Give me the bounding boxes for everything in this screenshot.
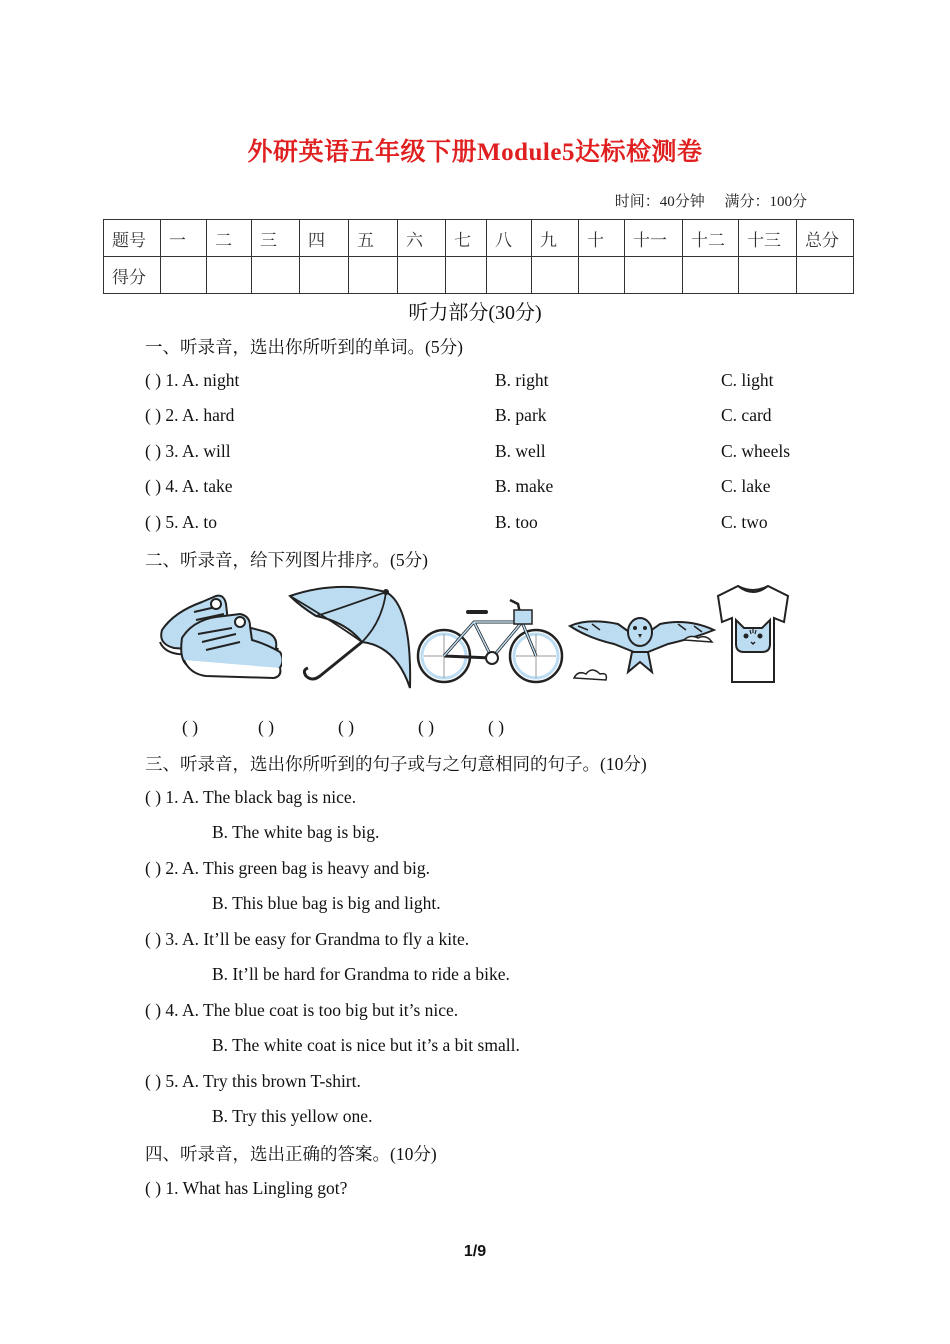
page-title: 外研英语五年级下册Module5达标检测卷 xyxy=(247,139,703,166)
score-cell: 六 xyxy=(398,220,446,257)
q3-item-3: ( ) 3. A. It’ll be easy for Grandma to fly a kite. xyxy=(145,929,470,949)
score-input-cell[interactable] xyxy=(446,257,487,294)
score-cell: 九 xyxy=(532,220,579,257)
q3-item-1: ( ) 1. A. The black bag is nice. xyxy=(145,787,357,807)
q3-option-b: B. Try this yellow one. xyxy=(212,1106,373,1126)
q3-option-b: B. The white bag is big. xyxy=(212,822,380,842)
score-cell: 十三 xyxy=(739,220,797,257)
q2-blank[interactable]: ( ) xyxy=(182,717,199,737)
score-input-cell[interactable] xyxy=(579,257,625,294)
q2-blank[interactable]: ( ) xyxy=(488,717,505,737)
q1-item-5: ( ) 5. A. to xyxy=(145,512,217,532)
score-input-cell[interactable] xyxy=(625,257,683,294)
score-input-cell[interactable] xyxy=(252,257,300,294)
score-cell: 四 xyxy=(300,220,349,257)
q1-option-b: B. right xyxy=(495,370,549,390)
q2-blank[interactable]: ( ) xyxy=(338,717,355,737)
score-input-cell[interactable] xyxy=(161,257,207,294)
q4-item-1: ( ) 1. What has Lingling got? xyxy=(145,1178,348,1198)
exam-meta xyxy=(599,190,807,211)
q1-item-1: ( ) 1. A. night xyxy=(145,370,240,390)
score-input-cell[interactable] xyxy=(683,257,739,294)
q1-option-b: B. well xyxy=(495,441,546,461)
umbrella-picture xyxy=(286,582,414,690)
score-table-score-row xyxy=(104,257,854,294)
score-input-cell[interactable] xyxy=(797,257,854,294)
score-cell: 总分 xyxy=(797,220,854,257)
q4-heading: 四、听录音，选出正确的答案。(10分) xyxy=(145,1144,437,1164)
q2-blank[interactable]: ( ) xyxy=(418,717,435,737)
q1-option-b: B. make xyxy=(495,476,554,496)
listening-section-title: 听力部分(30分) xyxy=(408,302,542,324)
score-cell: 三 xyxy=(252,220,300,257)
score-input-cell[interactable] xyxy=(349,257,398,294)
score-cell: 一 xyxy=(161,220,207,257)
q1-option-b: B. too xyxy=(495,512,538,532)
time-limit: 时间：40分钟 xyxy=(614,194,705,210)
score-input-cell[interactable] xyxy=(398,257,446,294)
score-input-cell[interactable] xyxy=(300,257,349,294)
q1-option-b: B. park xyxy=(495,405,547,425)
q1-item-3: ( ) 3. A. will xyxy=(145,441,231,461)
score-cell: 十 xyxy=(579,220,625,257)
page-number: 1/9 xyxy=(463,1243,487,1260)
score-cell: 十一 xyxy=(625,220,683,257)
full-score: 满分：100分 xyxy=(724,194,807,210)
bicycle-picture xyxy=(416,582,566,688)
q1-option-c: C. card xyxy=(721,405,772,425)
q3-item-4: ( ) 4. A. The blue coat is too big but it’s nice. xyxy=(145,1000,459,1020)
q3-item-2: ( ) 2. A. This green bag is heavy and big. xyxy=(145,858,430,878)
q3-option-b: B. This blue bag is big and light. xyxy=(212,893,441,913)
score-cell: 八 xyxy=(487,220,532,257)
q1-option-c: C. wheels xyxy=(721,441,791,461)
sneakers-picture xyxy=(154,582,282,682)
score-input-cell[interactable] xyxy=(532,257,579,294)
q1-option-c: C. light xyxy=(721,370,774,390)
score-input-cell[interactable] xyxy=(207,257,252,294)
q1-heading: 一、听录音，选出你所听到的单词。(5分) xyxy=(145,337,463,357)
score-cell: 二 xyxy=(207,220,252,257)
q3-item-5: ( ) 5. A. Try this brown T-shirt. xyxy=(145,1071,361,1091)
q2-heading: 二、听录音，给下列图片排序。(5分) xyxy=(145,550,428,570)
score-input-cell[interactable] xyxy=(739,257,797,294)
q3-option-b: B. The white coat is nice but it’s a bit small. xyxy=(212,1035,520,1055)
kite-picture xyxy=(568,582,716,690)
q3-heading: 三、听录音，选出你所听到的句子或与之句意相同的句子。(10分) xyxy=(145,754,647,774)
score-cell: 十二 xyxy=(683,220,739,257)
score-cell: 五 xyxy=(349,220,398,257)
q3-option-b: B. It’ll be hard for Grandma to ride a bike. xyxy=(212,964,510,984)
q1-option-c: C. lake xyxy=(721,476,771,496)
q1-option-c: C. two xyxy=(721,512,768,532)
score-input-cell[interactable] xyxy=(487,257,532,294)
q1-item-4: ( ) 4. A. take xyxy=(145,476,233,496)
score-table-header-row xyxy=(104,220,854,257)
q1-item-2: ( ) 2. A. hard xyxy=(145,405,235,425)
t-shirt-picture xyxy=(716,582,790,688)
score-row-label: 得分 xyxy=(104,257,161,294)
score-table xyxy=(103,219,854,294)
score-cell: 七 xyxy=(446,220,487,257)
q2-pictures xyxy=(150,582,790,694)
score-cell: 题号 xyxy=(104,220,161,257)
q2-blank[interactable]: ( ) xyxy=(258,717,275,737)
